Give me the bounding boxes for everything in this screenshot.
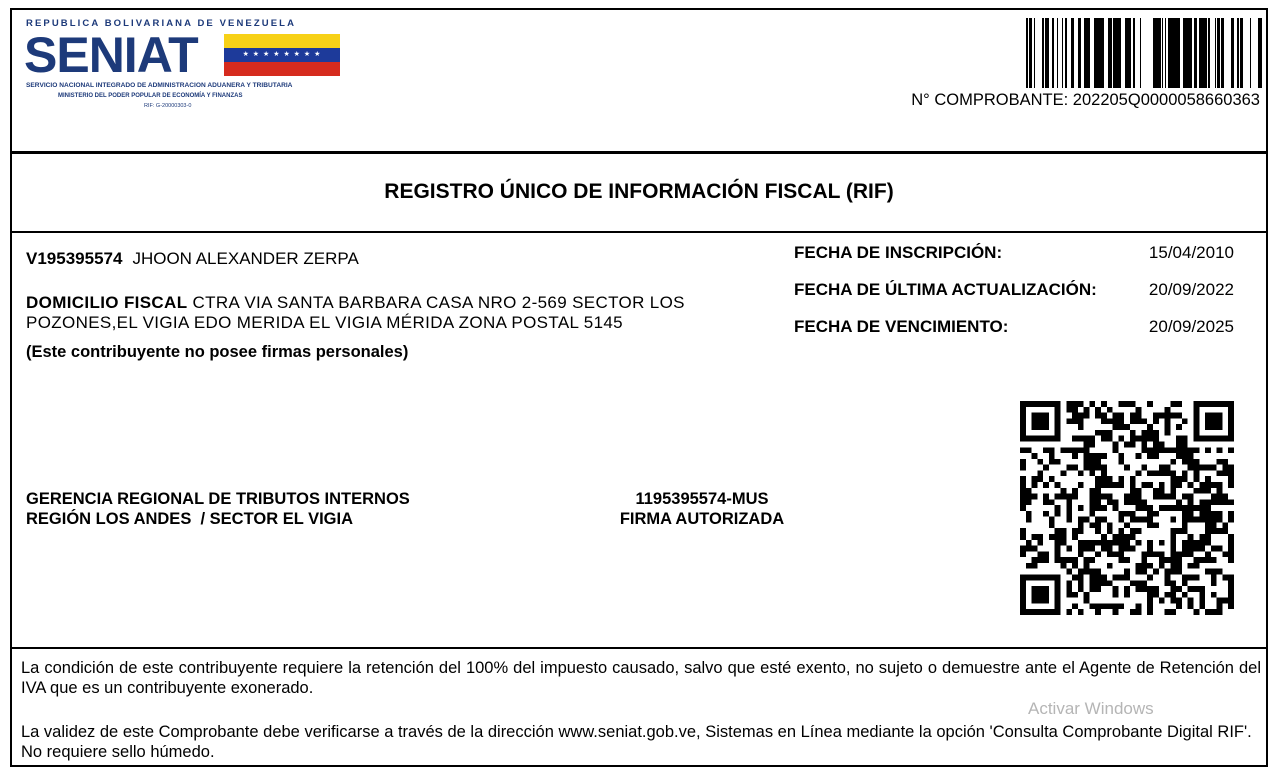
- validez-note: La validez de este Comprobante debe verificarse a través de la dirección www.seniat.gob.ve, Sistemas en Línea mediante la opción 'Consulta Comprobante Digital RIF'. No requiere sello húmedo.: [21, 723, 1252, 761]
- taxpayer-identity: [26, 249, 359, 269]
- document-header: [12, 10, 1266, 154]
- comprobante-label: N° COMPROBANTE:: [911, 91, 1069, 109]
- date-value: 20/09/2022: [1148, 280, 1234, 299]
- document-title: REGISTRO ÚNICO DE INFORMACIÓN FISCAL (RIF): [384, 180, 894, 203]
- notes-section: [12, 649, 1266, 767]
- taxpayer-rif: V195395574: [26, 249, 123, 268]
- firma-label: FIRMA AUTORIZADA: [619, 510, 785, 528]
- comprobante-value: 202205Q0000058660363: [1072, 91, 1260, 109]
- date-value: 15/04/2010: [1148, 243, 1234, 262]
- republic-label: REPUBLICA BOLIVARIANA DE VENEZUELA: [26, 18, 297, 29]
- taxpayer-section: [12, 233, 1266, 649]
- address-label: DOMICILIO FISCAL: [26, 293, 188, 312]
- qr-code-icon: [1020, 401, 1234, 615]
- logo-line2: MINISTERIO DEL PODER POPULAR DE ECONOMÍA Y FINANZAS: [58, 93, 243, 99]
- barcode-icon: [1026, 18, 1264, 88]
- address-value: CTRA VIA SANTA BARBARA CASA NRO 2-569 SECTOR LOS POZONES,EL VIGIA EDO MERIDA EL VIGIA MÉRIDA ZONA POSTAL 5145: [26, 293, 685, 332]
- logo-line1: SERVICIO NACIONAL INTEGRADO DE ADMINISTRACION ADUANERA Y TRIBUTARIA: [26, 82, 293, 89]
- date-row: [794, 243, 1234, 280]
- comprobante-number: [911, 91, 1260, 110]
- firma-code: 1195395574-MUS: [635, 490, 769, 508]
- date-value: 20/09/2025: [1148, 317, 1234, 336]
- date-row: [794, 280, 1234, 317]
- firmas-note: (Este contribuyente no posee firmas personales): [26, 343, 409, 361]
- gerencia-block: [26, 489, 410, 529]
- date-row: [794, 317, 1234, 354]
- logo-word: SENIAT: [24, 27, 198, 83]
- dates-block: [794, 243, 1234, 354]
- seniat-logo: [24, 18, 344, 118]
- windows-watermark: Activar Windows: [1028, 699, 1154, 718]
- fiscal-address: [26, 293, 786, 333]
- retencion-note: La condición de este contribuyente requiere la retención del 100% del impuesto causado, salvo que esté exento, no sujeto o demuestre ante el Agente de Retención del IVA que es un contribuyente exonerado.: [21, 659, 1261, 697]
- date-label: FECHA DE VENCIMIENTO:: [794, 317, 1009, 336]
- gerencia-line2: REGIÓN LOS ANDES / SECTOR EL VIGIA: [26, 510, 353, 528]
- title-section: [12, 154, 1266, 233]
- firma-block: [602, 489, 802, 529]
- gerencia-line1: GERENCIA REGIONAL DE TRIBUTOS INTERNOS: [26, 490, 410, 508]
- date-label: FECHA DE INSCRIPCIÓN:: [794, 243, 1003, 262]
- taxpayer-name: JHOON ALEXANDER ZERPA: [132, 249, 359, 268]
- flag-icon: ★ ★ ★ ★ ★ ★ ★ ★: [224, 34, 340, 76]
- rif-document: [10, 8, 1268, 767]
- logo-line3: RIF: G-20000303-0: [144, 103, 192, 109]
- date-label: FECHA DE ÚLTIMA ACTUALIZACIÓN:: [794, 280, 1097, 299]
